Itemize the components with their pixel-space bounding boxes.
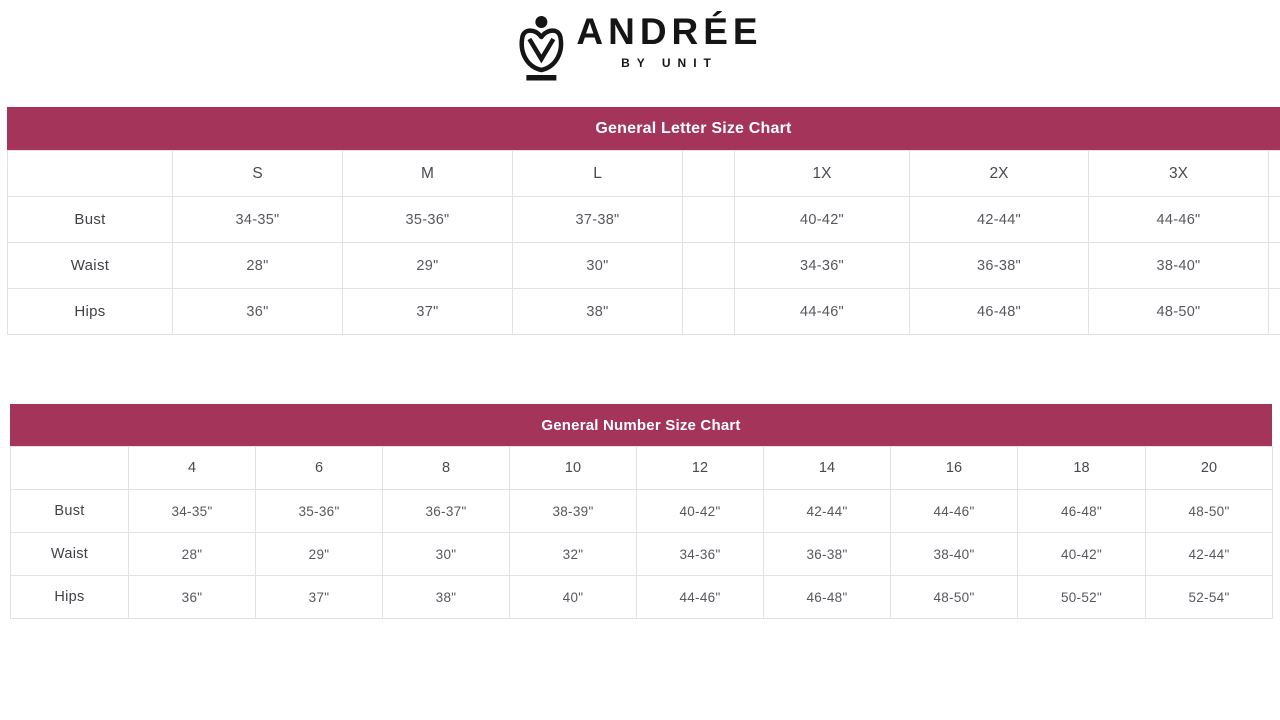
cell-waist-6: 29" bbox=[256, 533, 383, 576]
cell-bust-6: 35-36" bbox=[256, 490, 383, 533]
letter-size-table bbox=[7, 150, 1280, 335]
spacer-cell bbox=[683, 197, 735, 243]
col-header-m: M bbox=[343, 151, 513, 197]
cell-hips-4: 36" bbox=[129, 576, 256, 619]
cell-bust-3x: 44-46" bbox=[1089, 197, 1269, 243]
row-label-waist: Waist bbox=[11, 533, 129, 576]
cell-hips-20: 52-54" bbox=[1146, 576, 1273, 619]
brand-name: ANDRÉE bbox=[576, 11, 763, 52]
cell-hips-12: 44-46" bbox=[637, 576, 764, 619]
cell-bust-s: 34-35" bbox=[173, 197, 343, 243]
col-header-3x: 3X bbox=[1089, 151, 1269, 197]
row-label-bust: Bust bbox=[11, 490, 129, 533]
cell-hips-18: 50-52" bbox=[1018, 576, 1146, 619]
clipped-cell bbox=[1269, 243, 1280, 289]
cell-bust-m: 35-36" bbox=[343, 197, 513, 243]
brand-logo bbox=[517, 12, 762, 82]
col-header-10: 10 bbox=[510, 447, 637, 490]
cell-bust-10: 38-39" bbox=[510, 490, 637, 533]
spacer-cell bbox=[683, 243, 735, 289]
cell-hips-m: 37" bbox=[343, 289, 513, 335]
col-header-8: 8 bbox=[383, 447, 510, 490]
col-header-12: 12 bbox=[637, 447, 764, 490]
cell-bust-8: 36-37" bbox=[383, 490, 510, 533]
col-header-16: 16 bbox=[891, 447, 1018, 490]
row-label-waist: Waist bbox=[8, 243, 173, 289]
cell-waist-1x: 34-36" bbox=[735, 243, 910, 289]
col-header-4: 4 bbox=[129, 447, 256, 490]
cell-hips-16: 48-50" bbox=[891, 576, 1018, 619]
col-header-2x: 2X bbox=[910, 151, 1089, 197]
row-label-hips: Hips bbox=[11, 576, 129, 619]
cell-bust-20: 48-50" bbox=[1146, 490, 1273, 533]
brand-text bbox=[576, 12, 762, 70]
cell-bust-18: 46-48" bbox=[1018, 490, 1146, 533]
cell-hips-2x: 46-48" bbox=[910, 289, 1089, 335]
cell-bust-16: 44-46" bbox=[891, 490, 1018, 533]
spacer-cell bbox=[683, 289, 735, 335]
table-row-hips bbox=[11, 576, 1273, 619]
spacer-cell bbox=[683, 151, 735, 197]
table-header-row bbox=[11, 447, 1273, 490]
col-header-18: 18 bbox=[1018, 447, 1146, 490]
cell-waist-12: 34-36" bbox=[637, 533, 764, 576]
cell-bust-1x: 40-42" bbox=[735, 197, 910, 243]
cell-waist-10: 32" bbox=[510, 533, 637, 576]
col-header-s: S bbox=[173, 151, 343, 197]
letter-size-chart bbox=[7, 107, 1280, 335]
brand-tagline: BY UNIT bbox=[621, 55, 718, 70]
col-header-1x: 1X bbox=[735, 151, 910, 197]
clipped-cell bbox=[1269, 197, 1280, 243]
table-row-bust bbox=[11, 490, 1273, 533]
col-header-14: 14 bbox=[764, 447, 891, 490]
cell-hips-14: 46-48" bbox=[764, 576, 891, 619]
table-row-hips bbox=[8, 289, 1280, 335]
clipped-cell bbox=[1269, 151, 1280, 197]
cell-hips-1x: 44-46" bbox=[735, 289, 910, 335]
cell-waist-s: 28" bbox=[173, 243, 343, 289]
col-header-l: L bbox=[513, 151, 683, 197]
cell-bust-14: 42-44" bbox=[764, 490, 891, 533]
cell-bust-2x: 42-44" bbox=[910, 197, 1089, 243]
corner-cell bbox=[11, 447, 129, 490]
cell-waist-18: 40-42" bbox=[1018, 533, 1146, 576]
cell-waist-3x: 38-40" bbox=[1089, 243, 1269, 289]
cell-bust-12: 40-42" bbox=[637, 490, 764, 533]
cell-waist-m: 29" bbox=[343, 243, 513, 289]
cell-hips-s: 36" bbox=[173, 289, 343, 335]
table-row-bust bbox=[8, 197, 1280, 243]
cell-waist-16: 38-40" bbox=[891, 533, 1018, 576]
cell-waist-2x: 36-38" bbox=[910, 243, 1089, 289]
letter-size-chart-title: General Letter Size Chart bbox=[7, 107, 1280, 150]
cell-bust-l: 37-38" bbox=[513, 197, 683, 243]
cell-waist-4: 28" bbox=[129, 533, 256, 576]
number-size-chart bbox=[10, 404, 1272, 619]
col-header-6: 6 bbox=[256, 447, 383, 490]
cell-hips-3x: 48-50" bbox=[1089, 289, 1269, 335]
cell-waist-8: 30" bbox=[383, 533, 510, 576]
col-header-20: 20 bbox=[1146, 447, 1273, 490]
number-size-table bbox=[10, 446, 1273, 619]
cell-hips-10: 40" bbox=[510, 576, 637, 619]
table-row-waist bbox=[11, 533, 1273, 576]
table-header-row bbox=[8, 151, 1280, 197]
clipped-cell bbox=[1269, 289, 1280, 335]
number-size-chart-title: General Number Size Chart bbox=[10, 404, 1272, 446]
cell-waist-l: 30" bbox=[513, 243, 683, 289]
cell-hips-6: 37" bbox=[256, 576, 383, 619]
table-row-waist bbox=[8, 243, 1280, 289]
row-label-bust: Bust bbox=[8, 197, 173, 243]
cell-bust-4: 34-35" bbox=[129, 490, 256, 533]
row-label-hips: Hips bbox=[8, 289, 173, 335]
tulip-icon bbox=[517, 14, 565, 82]
cell-waist-20: 42-44" bbox=[1146, 533, 1273, 576]
corner-cell bbox=[8, 151, 173, 197]
cell-waist-14: 36-38" bbox=[764, 533, 891, 576]
cell-hips-8: 38" bbox=[383, 576, 510, 619]
cell-hips-l: 38" bbox=[513, 289, 683, 335]
